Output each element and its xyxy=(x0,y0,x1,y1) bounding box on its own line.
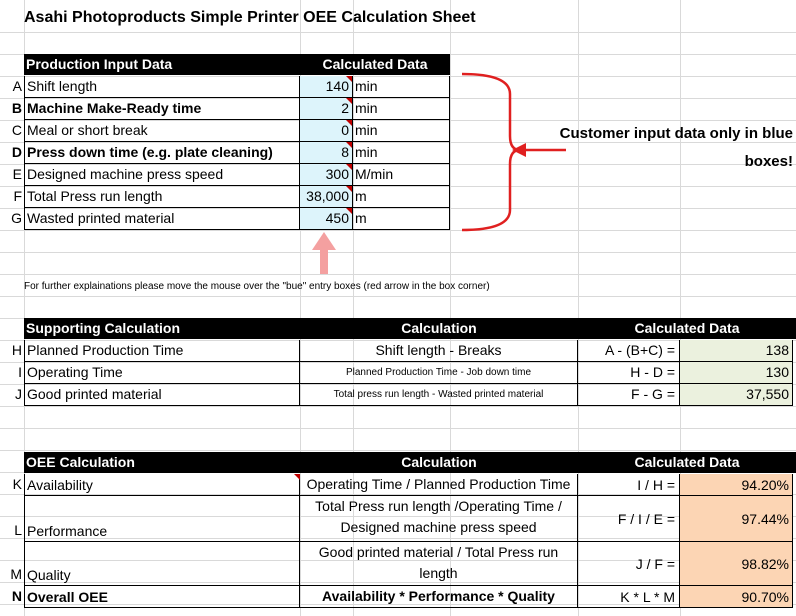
oee-calculation-line1: Operating Time / Planned Production Time xyxy=(306,476,571,492)
supporting-formula: F - G = xyxy=(578,384,680,406)
supporting-header-calculation: Calculation xyxy=(300,318,578,339)
row-letter: M xyxy=(10,566,22,582)
input-header-label: Production Input Data xyxy=(24,54,300,75)
supporting-formula: A - (B+C) = xyxy=(578,340,680,362)
comment-indicator-icon xyxy=(346,142,352,148)
oee-calculation-line2: Designed machine press speed xyxy=(340,519,537,535)
supporting-label: Operating Time xyxy=(24,362,300,384)
input-value-field[interactable]: 8 xyxy=(300,142,353,164)
row-letter: J xyxy=(15,386,22,402)
oee-header-label: OEE Calculation xyxy=(24,452,300,473)
oee-label: Quality xyxy=(24,542,300,586)
input-label: Machine Make-Ready time xyxy=(24,98,300,120)
oee-value: 90.70% xyxy=(680,586,793,608)
hover-instructions-note: For further explainations please move the mouse over the "bue" entry boxes (red arrow in the box corner) xyxy=(24,281,490,292)
oee-calculation xyxy=(300,474,578,496)
supporting-calculation: Planned Production Time - Job down time xyxy=(300,362,578,384)
gridline-horizontal xyxy=(0,450,796,451)
row-letter: L xyxy=(14,522,22,538)
gridline-horizontal xyxy=(0,252,796,253)
comment-indicator-icon xyxy=(346,76,352,82)
oee-formula: K * L * M xyxy=(578,586,680,608)
input-label: Total Press run length xyxy=(24,186,300,208)
input-unit: min xyxy=(353,120,450,142)
gridline-horizontal xyxy=(0,274,796,275)
oee-calculation xyxy=(300,542,578,586)
input-unit: min xyxy=(353,142,450,164)
row-letter: F xyxy=(13,188,22,204)
input-value-field[interactable]: 2 xyxy=(300,98,353,120)
oee-header-calculation: Calculation xyxy=(300,452,578,473)
input-label: Meal or short break xyxy=(24,120,300,142)
input-value-field[interactable]: 300 xyxy=(300,164,353,186)
comment-indicator-icon xyxy=(294,474,300,480)
oee-formula: I / H = xyxy=(578,474,680,496)
row-letter: B xyxy=(11,100,22,116)
gridline-horizontal xyxy=(0,428,796,429)
input-label: Designed machine press speed xyxy=(24,164,300,186)
supporting-value: 138 xyxy=(680,340,793,362)
oee-formula: F / I / E = xyxy=(578,496,680,542)
oee-value: 98.82% xyxy=(680,542,793,586)
oee-formula: J / F = xyxy=(578,542,680,586)
oee-calculation xyxy=(300,586,578,608)
row-letter: D xyxy=(11,144,22,160)
supporting-label: Planned Production Time xyxy=(24,340,300,362)
oee-value: 94.20% xyxy=(680,474,793,496)
gridline-horizontal xyxy=(0,32,796,33)
row-letter: G xyxy=(11,210,22,226)
callout-arrowhead-icon xyxy=(512,143,526,157)
input-unit: m xyxy=(353,186,450,208)
row-letter: C xyxy=(11,122,22,138)
supporting-header-calculated: Calculated Data xyxy=(578,318,796,339)
oee-calculation xyxy=(300,496,578,542)
input-unit: M/min xyxy=(353,164,450,186)
comment-indicator-icon xyxy=(346,186,352,192)
input-unit: m xyxy=(353,208,450,230)
oee-header-calculated: Calculated Data xyxy=(578,452,796,473)
supporting-header-label: Supporting Calculation xyxy=(24,318,300,339)
comment-indicator-icon xyxy=(346,164,352,170)
supporting-formula: H - D = xyxy=(578,362,680,384)
oee-value: 97.44% xyxy=(680,496,793,542)
input-value-field[interactable]: 38,000 xyxy=(300,186,353,208)
row-letter: N xyxy=(11,588,22,604)
input-label: Press down time (e.g. plate cleaning) xyxy=(24,142,300,164)
input-value-field[interactable]: 0 xyxy=(300,120,353,142)
gridline-horizontal xyxy=(0,406,796,407)
oee-calculation-line1: Total Press run length /Operating Time / xyxy=(315,498,562,514)
row-letter: H xyxy=(11,342,22,358)
input-value-field[interactable]: 450 xyxy=(300,208,353,230)
input-value-field[interactable]: 140 xyxy=(300,76,353,98)
input-label: Wasted printed material xyxy=(24,208,300,230)
oee-calculation-line1: Availability * Performance * Quality xyxy=(322,588,555,604)
comment-indicator-icon xyxy=(346,120,352,126)
gridline-horizontal xyxy=(0,230,796,231)
supporting-calculation: Shift length - Breaks xyxy=(300,340,578,362)
oee-label: Overall OEE xyxy=(24,586,300,608)
input-label: Shift length xyxy=(24,76,300,98)
oee-label: Performance xyxy=(24,496,300,542)
supporting-value: 130 xyxy=(680,362,793,384)
row-letter: E xyxy=(12,166,22,182)
input-header-calculated: Calculated Data xyxy=(300,54,450,75)
oee-label: Availability xyxy=(24,474,300,496)
row-letter: I xyxy=(18,364,22,380)
comment-indicator-icon xyxy=(346,98,352,104)
input-unit: min xyxy=(353,76,450,98)
input-unit: min xyxy=(353,98,450,120)
oee-calculation-line2: length xyxy=(419,565,458,581)
oee-calculation-line1: Good printed material / Total Press run xyxy=(318,544,559,560)
sheet-title: Asahi Photoproducts Simple Printer OEE Calculation Sheet xyxy=(24,9,476,26)
supporting-value: 37,550 xyxy=(680,384,793,406)
supporting-label: Good printed material xyxy=(24,384,300,406)
row-letter: K xyxy=(12,476,22,492)
up-arrow-head-icon xyxy=(312,232,336,250)
supporting-calculation: Total press run length - Wasted printed material xyxy=(300,384,578,406)
gridline-horizontal xyxy=(0,296,796,297)
row-letter: A xyxy=(12,78,22,94)
customer-input-callout: Customer input data only in blue boxes! xyxy=(559,125,793,170)
comment-indicator-icon xyxy=(346,208,352,214)
